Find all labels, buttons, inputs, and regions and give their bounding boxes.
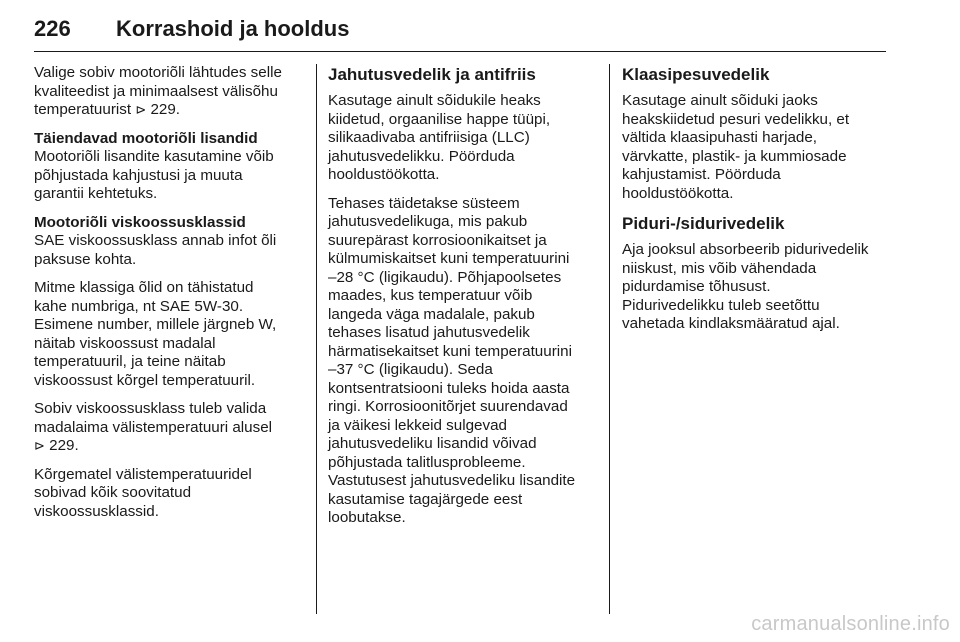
column-2 — [328, 64, 598, 538]
column-divider — [316, 64, 317, 614]
page-reference-link[interactable]: 229. — [49, 437, 79, 454]
paragraph: Valige sobiv mootoriõli lähtudes selle kvaliteedist ja minimaalsest välisõhu temperatuurist ⊳ 229. — [34, 64, 282, 118]
subheading-additives: Täiendavad mootoriõli lisandid — [34, 129, 258, 147]
chapter-title: Korrashoid ja hooldus — [116, 16, 350, 41]
column-1 — [34, 64, 306, 531]
paragraph: Kasutage ainult sõiduki jaoks heakskiidetud pesuri vedelikku, et vältida klaasipuhasti harjade, värvkatte, plastik- ja kummiosade kahjustamist. Pöörduda hooldustöökotta. — [622, 92, 850, 202]
paragraph: Kasutage ainult sõidukile heaks kiidetud, orgaanilise happe tüüpi, silikaadivaba antifriisiga (LLC) jahutusvedelikku. Pöörduda hooldustöökotta. — [328, 92, 551, 183]
paragraph: Tehases täidetakse süsteem jahutusvedelikuga, mis pakub suurepärast korrosioonikaitset ja külmumiskaitset kuni temperatuurini ‒28 °C (ligikaudu). Põhjapoolsetes maades, kus temperatuur võib langeda väga madalale, pakub tehases lisatud jahutusvedelik härmatisekaitset kuni temperatuurini ‒37 °C (ligikaudu). Seda kontsentratsiooni tuleks hoida aasta ringi. Korrosioonitõrjet suurendavad ja väikesi lekkeid sulgevad jahutusvedeliku lisandid võivad põhjustada talitlusprobleeme. Vastutusest jahutusvedeliku lisandite kasutamise tagajärgede eest loobutakse. — [328, 194, 576, 526]
paragraph: Aja jooksul absorbeerib pidurivedelik niiskust, mis võib vähendada pidurdamise tõhusust. Pidurivedelikku tuleb seetõttu vahetada kindlaksmääratud ajal. — [622, 241, 869, 332]
subheading-viscosity: Mootoriõli viskoossusklassid — [34, 213, 246, 231]
section-heading-coolant: Jahutusvedelik ja antifriis — [328, 65, 536, 84]
page-header — [34, 14, 886, 52]
section-heading-brake-fluid: Piduri-/sidurivedelik — [622, 214, 785, 233]
page-number: 226 — [34, 16, 71, 41]
paragraph: Mootoriõli lisandite kasutamine võib põhjustada kahjustusi ja muuta garantii kehtetuks. — [34, 148, 274, 202]
watermark: carmanualsonline.info — [751, 613, 950, 635]
arrow-right-icon: ⊳ — [135, 102, 147, 117]
arrow-right-icon: ⊳ — [34, 438, 45, 453]
paragraph: Sobiv viskoossusklass tuleb valida madalaima välistemperatuuri alusel ⊳ 229. — [34, 400, 273, 454]
column-divider — [609, 64, 610, 614]
page-reference-link[interactable]: 229. — [150, 101, 181, 118]
section-heading-washer-fluid: Klaasipesuvedelik — [622, 65, 770, 84]
paragraph: SAE viskoossusklass annab infot õli paksuse kohta. — [34, 232, 277, 268]
column-3 — [622, 64, 890, 344]
paragraph: Mitme klassiga õlid on tähistatud kahe numbriga, nt SAE 5W-30. Esimene number, millele järgneb W, näitab viskoossust madalal temperatuuril, ja teine näitab viskoossust kõrgel temperatuuril. — [34, 279, 277, 389]
paragraph: Kõrgematel välistemperatuuridel sobivad kõik soovitatud viskoossusklassid. — [34, 465, 252, 520]
